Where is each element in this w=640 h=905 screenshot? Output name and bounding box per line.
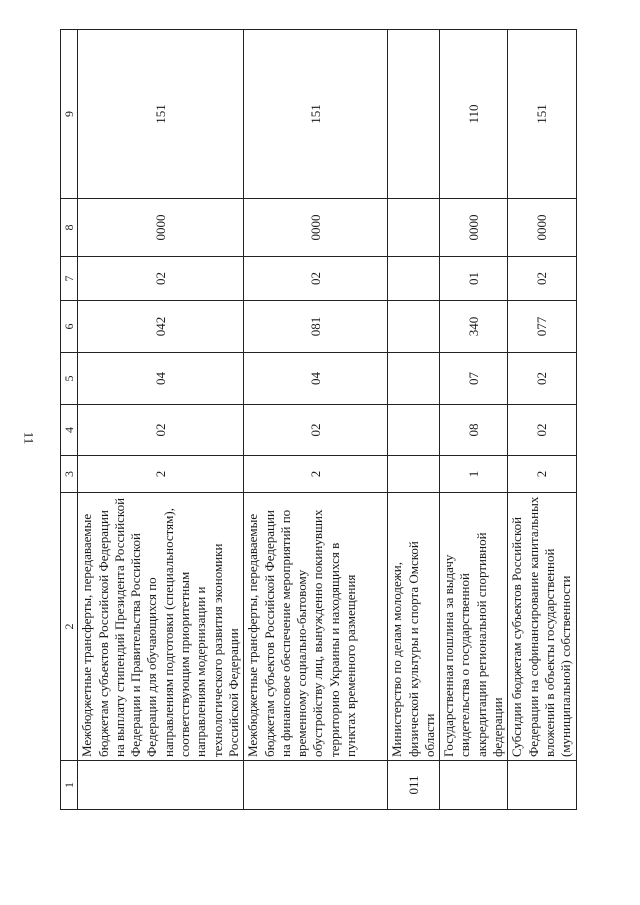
table-row xyxy=(78,30,244,810)
code-cell: 081 xyxy=(244,301,388,353)
code-cell: 02 xyxy=(244,257,388,301)
col-header-8: 8 xyxy=(61,199,78,257)
code-cell xyxy=(388,405,440,456)
code-cell: 04 xyxy=(78,353,244,405)
col-header-5: 5 xyxy=(61,353,78,405)
code-cell: 077 xyxy=(508,301,576,353)
code-cell: 01 xyxy=(440,257,508,301)
col-header-3: 3 xyxy=(61,456,78,493)
admin-code xyxy=(440,761,508,810)
col-header-1: 1 xyxy=(61,761,78,810)
col-header-6: 6 xyxy=(61,301,78,353)
revenue-name: Субсидии бюджетам субъектов Российской Федерации на софинансирование капитальных вложений в объекты государственной (муниципальной) собственности xyxy=(508,493,576,761)
code-cell: 02 xyxy=(78,257,244,301)
revenue-name: Межбюджетные трансферты, передаваемые бюджетам субъектов Российской Федерации на выплату стипендий Президента Российской Федерации и Правительства Российской Федерации для обучающихся по направлениям подготовки (специальностям), соответствующим приоритетным направлениям модернизации и технологического развития экономики Российской Федерации xyxy=(78,493,244,761)
table-row xyxy=(244,30,388,810)
code-cell xyxy=(388,257,440,301)
code-cell: 0000 xyxy=(440,199,508,257)
col-header-7: 7 xyxy=(61,257,78,301)
code-cell: 0000 xyxy=(78,199,244,257)
rotated-page xyxy=(60,30,574,810)
code-cell: 151 xyxy=(508,30,576,199)
level-code xyxy=(388,456,440,493)
code-cell: 02 xyxy=(508,353,576,405)
code-cell xyxy=(388,199,440,257)
code-cell: 08 xyxy=(440,405,508,456)
code-cell: 02 xyxy=(508,257,576,301)
code-cell: 04 xyxy=(244,353,388,405)
code-cell: 02 xyxy=(78,405,244,456)
code-cell: 340 xyxy=(440,301,508,353)
code-cell xyxy=(388,353,440,405)
table-row xyxy=(440,30,508,810)
code-cell xyxy=(388,30,440,199)
level-code: 2 xyxy=(78,456,244,493)
code-cell xyxy=(388,301,440,353)
level-code: 2 xyxy=(508,456,576,493)
code-cell: 02 xyxy=(244,405,388,456)
page-number: 11 xyxy=(21,431,37,445)
col-header-2: 2 xyxy=(61,493,78,761)
col-header-4: 4 xyxy=(61,405,78,456)
admin-code xyxy=(78,761,244,810)
code-cell: 0000 xyxy=(244,199,388,257)
col-header-9: 9 xyxy=(61,30,78,199)
table-row xyxy=(388,30,440,810)
header-row xyxy=(61,30,78,810)
code-cell: 0000 xyxy=(508,199,576,257)
code-cell: 151 xyxy=(244,30,388,199)
code-cell: 042 xyxy=(78,301,244,353)
admin-code: 011 xyxy=(388,761,440,810)
code-cell: 151 xyxy=(78,30,244,199)
level-code: 1 xyxy=(440,456,508,493)
code-cell: 110 xyxy=(440,30,508,199)
revenue-name: Министерство по делам молодежи, физической культуры и спорта Омской области xyxy=(388,493,440,761)
admin-code xyxy=(508,761,576,810)
code-cell: 02 xyxy=(508,405,576,456)
admin-code xyxy=(244,761,388,810)
revenue-name: Государственная пошлина за выдачу свидетельства о государственной аккредитации региональной спортивной федерации xyxy=(440,493,508,761)
level-code: 2 xyxy=(244,456,388,493)
code-cell: 07 xyxy=(440,353,508,405)
revenue-name: Межбюджетные трансферты, передаваемые бюджетам субъектов Российской Федерации на финансовое обеспечение мероприятий по временному социально-бытовому обустройству лиц, вынужденно покинувших территорию Украины и находящихся в пунктах временного размещения xyxy=(244,493,388,761)
table-row xyxy=(508,30,576,810)
budget-codes-table xyxy=(60,29,577,810)
